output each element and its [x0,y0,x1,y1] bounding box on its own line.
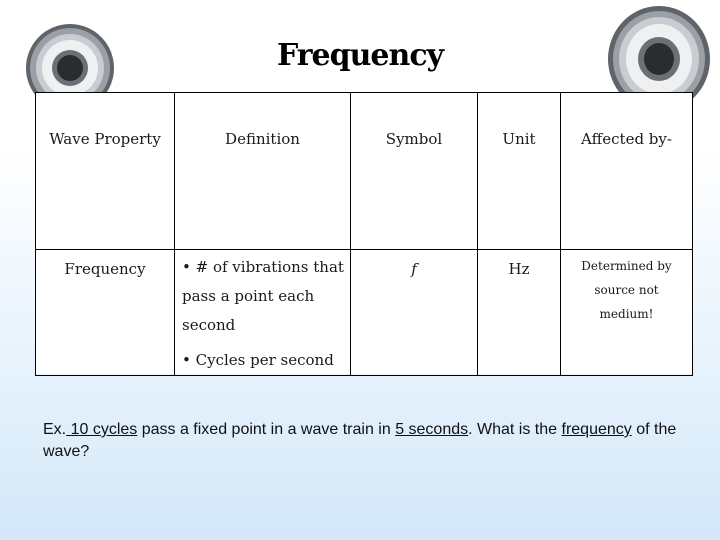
example-cycles: 10 cycles [66,421,138,438]
header-symbol: Symbol [351,93,478,250]
cell-symbol: f [351,250,478,376]
example-suffix: of the wave? [43,421,677,460]
cell-unit: Hz [478,250,561,376]
example-mid: pass a fixed point in a wave train in [137,421,396,438]
table-header-row [36,93,693,250]
example-seconds: 5 seconds [395,421,469,438]
slide-title: Frequency [276,38,444,73]
header-affected-by: Affected by- [561,93,693,250]
definition-bullet-2: • Cycles per second [182,351,334,369]
header-unit: Unit [478,93,561,250]
header-definition: Definition [175,93,351,250]
cell-definition [175,250,351,376]
example-question [43,419,683,463]
cell-property: Frequency [36,250,175,376]
definition-bullet-1: • # of vibrations that pass a point each second [182,258,344,334]
frequency-table [35,92,692,374]
table-row [36,250,693,376]
header-wave-property: Wave Property [36,93,175,250]
example-prefix: Ex. [43,421,67,438]
example-mid2: . What is the [468,421,562,438]
cell-affected-by: Determined by source not medium! [561,250,693,376]
example-frequency: frequency [561,421,632,438]
